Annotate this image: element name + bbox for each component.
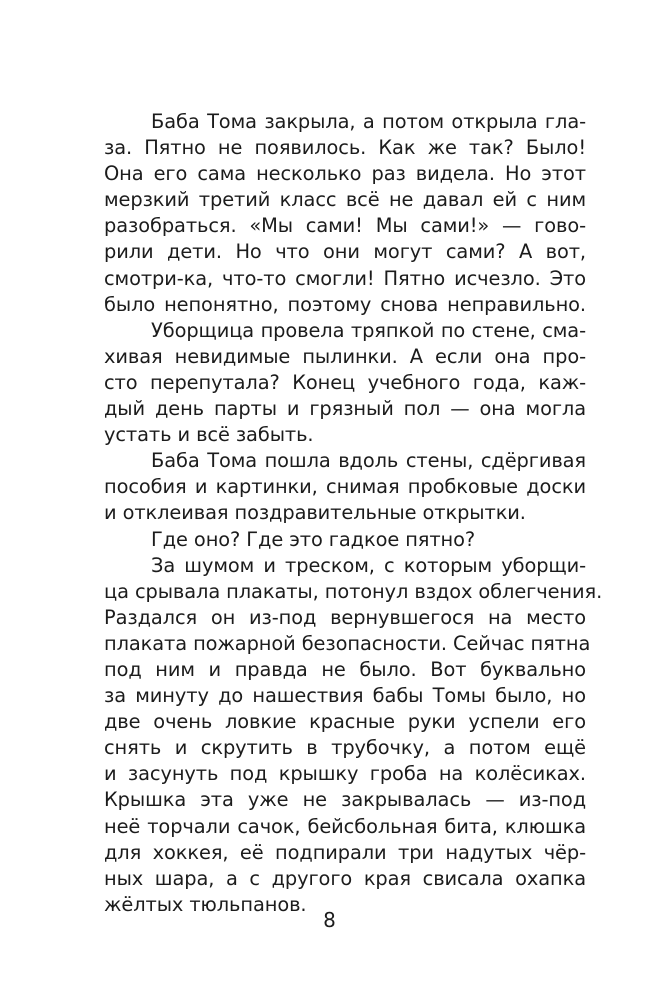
paragraph <box>104 448 586 526</box>
text-line: Уборщица провела тряпкой по стене, сма- <box>151 318 586 342</box>
text-line: рили дети. Но что они могут сами? А вот, <box>104 240 586 264</box>
text-line: снять и скрутить в трубочку, а потом ещё <box>104 736 586 760</box>
text-line: устать и всё забыть. <box>104 423 314 447</box>
text-line: Баба Тома закрыла, а потом открыла гла- <box>151 110 586 133</box>
text-line: разобраться. «Мы сами! Мы сами!» — гово- <box>104 214 586 238</box>
text-line: хивая невидимые пылинки. А если она про- <box>104 344 586 368</box>
text-line: неё торчали сачок, бейсбольная бита, клюшка <box>104 814 586 838</box>
text-line: смотри-ка, что-то смогли! Пятно исчезло. Это <box>104 266 586 290</box>
text-line: сто перепутала? Конец учебного года, каж- <box>104 370 586 394</box>
text-line: две очень ловкие красные руки успели его <box>104 710 586 734</box>
text-line: мерзкий третий класс всё не давал ей с ним <box>104 188 586 212</box>
text-line: Раздался он из-под вернувшегося на место <box>104 605 586 629</box>
text-line: Она его сама несколько раз видела. Но этот <box>104 162 586 186</box>
text-line: было непонятно, поэтому снова неправильно. <box>104 292 586 316</box>
paragraph <box>104 109 586 318</box>
text-line: под ним и правда не было. Вот буквально <box>104 657 586 681</box>
text-line: жёлтых тюльпанов. <box>104 892 307 916</box>
page-number: 8 <box>323 908 336 932</box>
text-line: дый день парты и грязный пол — она могла <box>104 397 586 421</box>
text-line: ца срывала плакаты, потонул вздох облегчения. <box>104 579 603 603</box>
text-line: Баба Тома пошла вдоль стены, сдёргивая <box>151 449 586 473</box>
text-line: За шумом и треском, с которым уборщи- <box>151 553 586 577</box>
text-line: для хоккея, её подпирали три надутых чёр- <box>104 840 586 864</box>
text-line: Крышка эта уже не закрывалась — из-под <box>104 788 586 812</box>
text-line: за. Пятно не появилось. Как же так? Было! <box>104 136 586 160</box>
text-line: пособия и картинки, снимая пробковые доски <box>104 475 586 499</box>
text-line: плаката пожарной безопасности. Сейчас пятна <box>104 631 591 655</box>
text-line: и засунуть под крышку гроба на колёсиках. <box>104 762 586 786</box>
paragraph <box>104 527 586 553</box>
paragraph <box>104 318 586 448</box>
text-line: за минуту до нашествия бабы Томы было, но <box>104 684 586 708</box>
body-text <box>104 109 603 918</box>
text-line: ных шара, а с другого края свисала охапка <box>104 866 586 890</box>
text-line: и отклеивая поздравительные открытки. <box>104 501 526 525</box>
paragraph <box>104 553 603 918</box>
text-line: Где оно? Где это гадкое пятно? <box>151 527 476 551</box>
